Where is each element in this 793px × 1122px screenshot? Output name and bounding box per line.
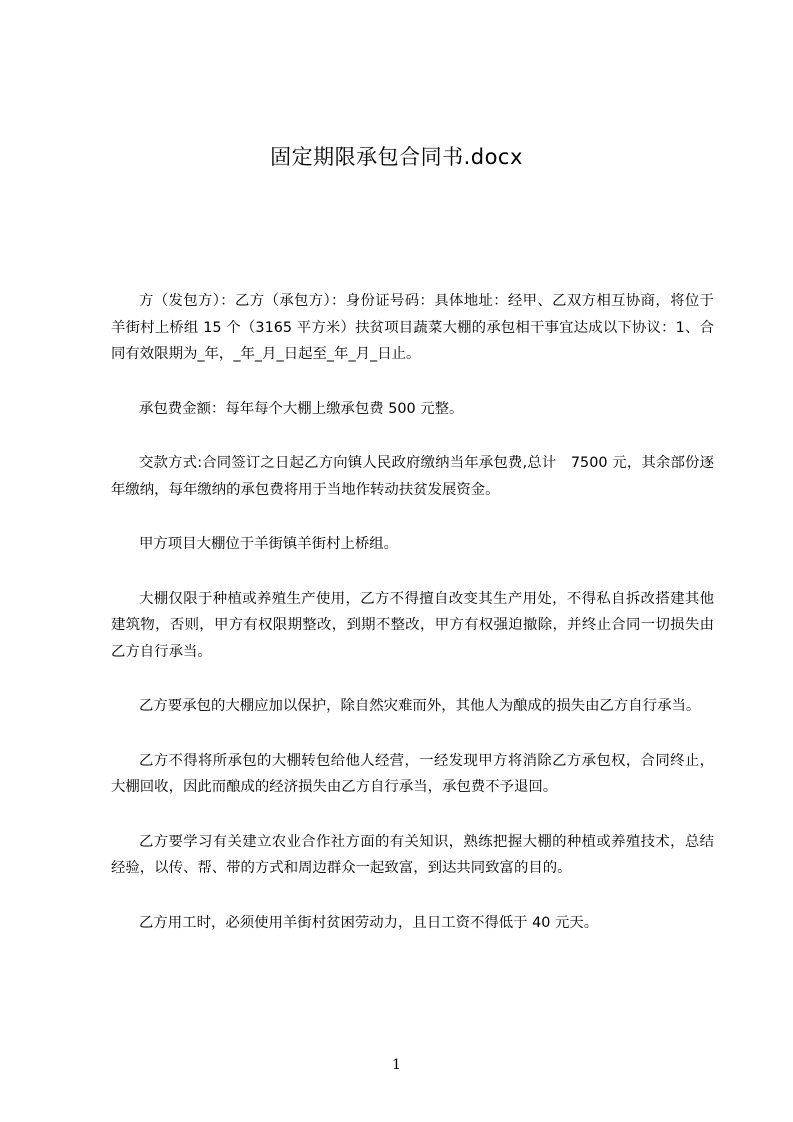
paragraph-protection: 乙方要承包的大棚应加以保护，除自然灾难而外，其他人为酿成的损失由乙方自行承当。 [139, 698, 701, 714]
paragraph-usage-restriction: 大棚仅限于种植或养殖生产使用，乙方不得擅自改变其生产用处，不得私自拆改搭建其他建筑物，否则，甲方有权限期整改，到期不整改，甲方有权强迫撤除，并终止合同一切损失由乙方自行承当。 [111, 590, 714, 660]
paragraph-fee-amount: 承包费金额：每年每个大棚上缴承包费 500 元整。 [139, 400, 464, 417]
paragraph-parties: 方（发包方）：乙方（承包方）：身份证号码：具体地址：经甲、乙双方相互协商，将位于羊街村上桥组 15 个（3165 平方米）扶贫项目蔬菜大棚的承包相干事宜达成以下协议：1、合同有效限期为_年，_年_月_日起至_年_月_日止。 [111, 293, 714, 362]
paragraph-labor: 乙方用工时，必须使用羊街村贫困劳动力，且日工资不得低于 40 元天。 [139, 914, 599, 931]
paragraph-greenhouse-location: 甲方项目大棚位于羊街镇羊街村上桥组。 [139, 536, 399, 552]
paragraph-payment-method: 交款方式:合同签订之日起乙方向镇人民政府缴纳当年承包费,总计 7500 元，其余部份逐年缴纳，每年缴纳的承包费将用于当地作转动扶贫发展资金。 [111, 455, 714, 498]
document-title: 固定期限承包合同书.docx [270, 145, 523, 169]
page-number: 1 [392, 1057, 401, 1073]
document-body [111, 288, 714, 964]
paragraph-no-subcontract: 乙方不得将所承包的大棚转包给他人经营，一经发现甲方将消除乙方承包权，合同终止，大棚回收，因此而酿成的经济损失由乙方自行承当，承包费不予退回。 [111, 752, 714, 795]
paragraph-learning: 乙方要学习有关建立农业合作社方面的有关知识，熟练把握大棚的种植或养殖技术，总结经验，以传、帮、带的方式和周边群众一起致富，到达共同致富的目的。 [111, 833, 714, 876]
